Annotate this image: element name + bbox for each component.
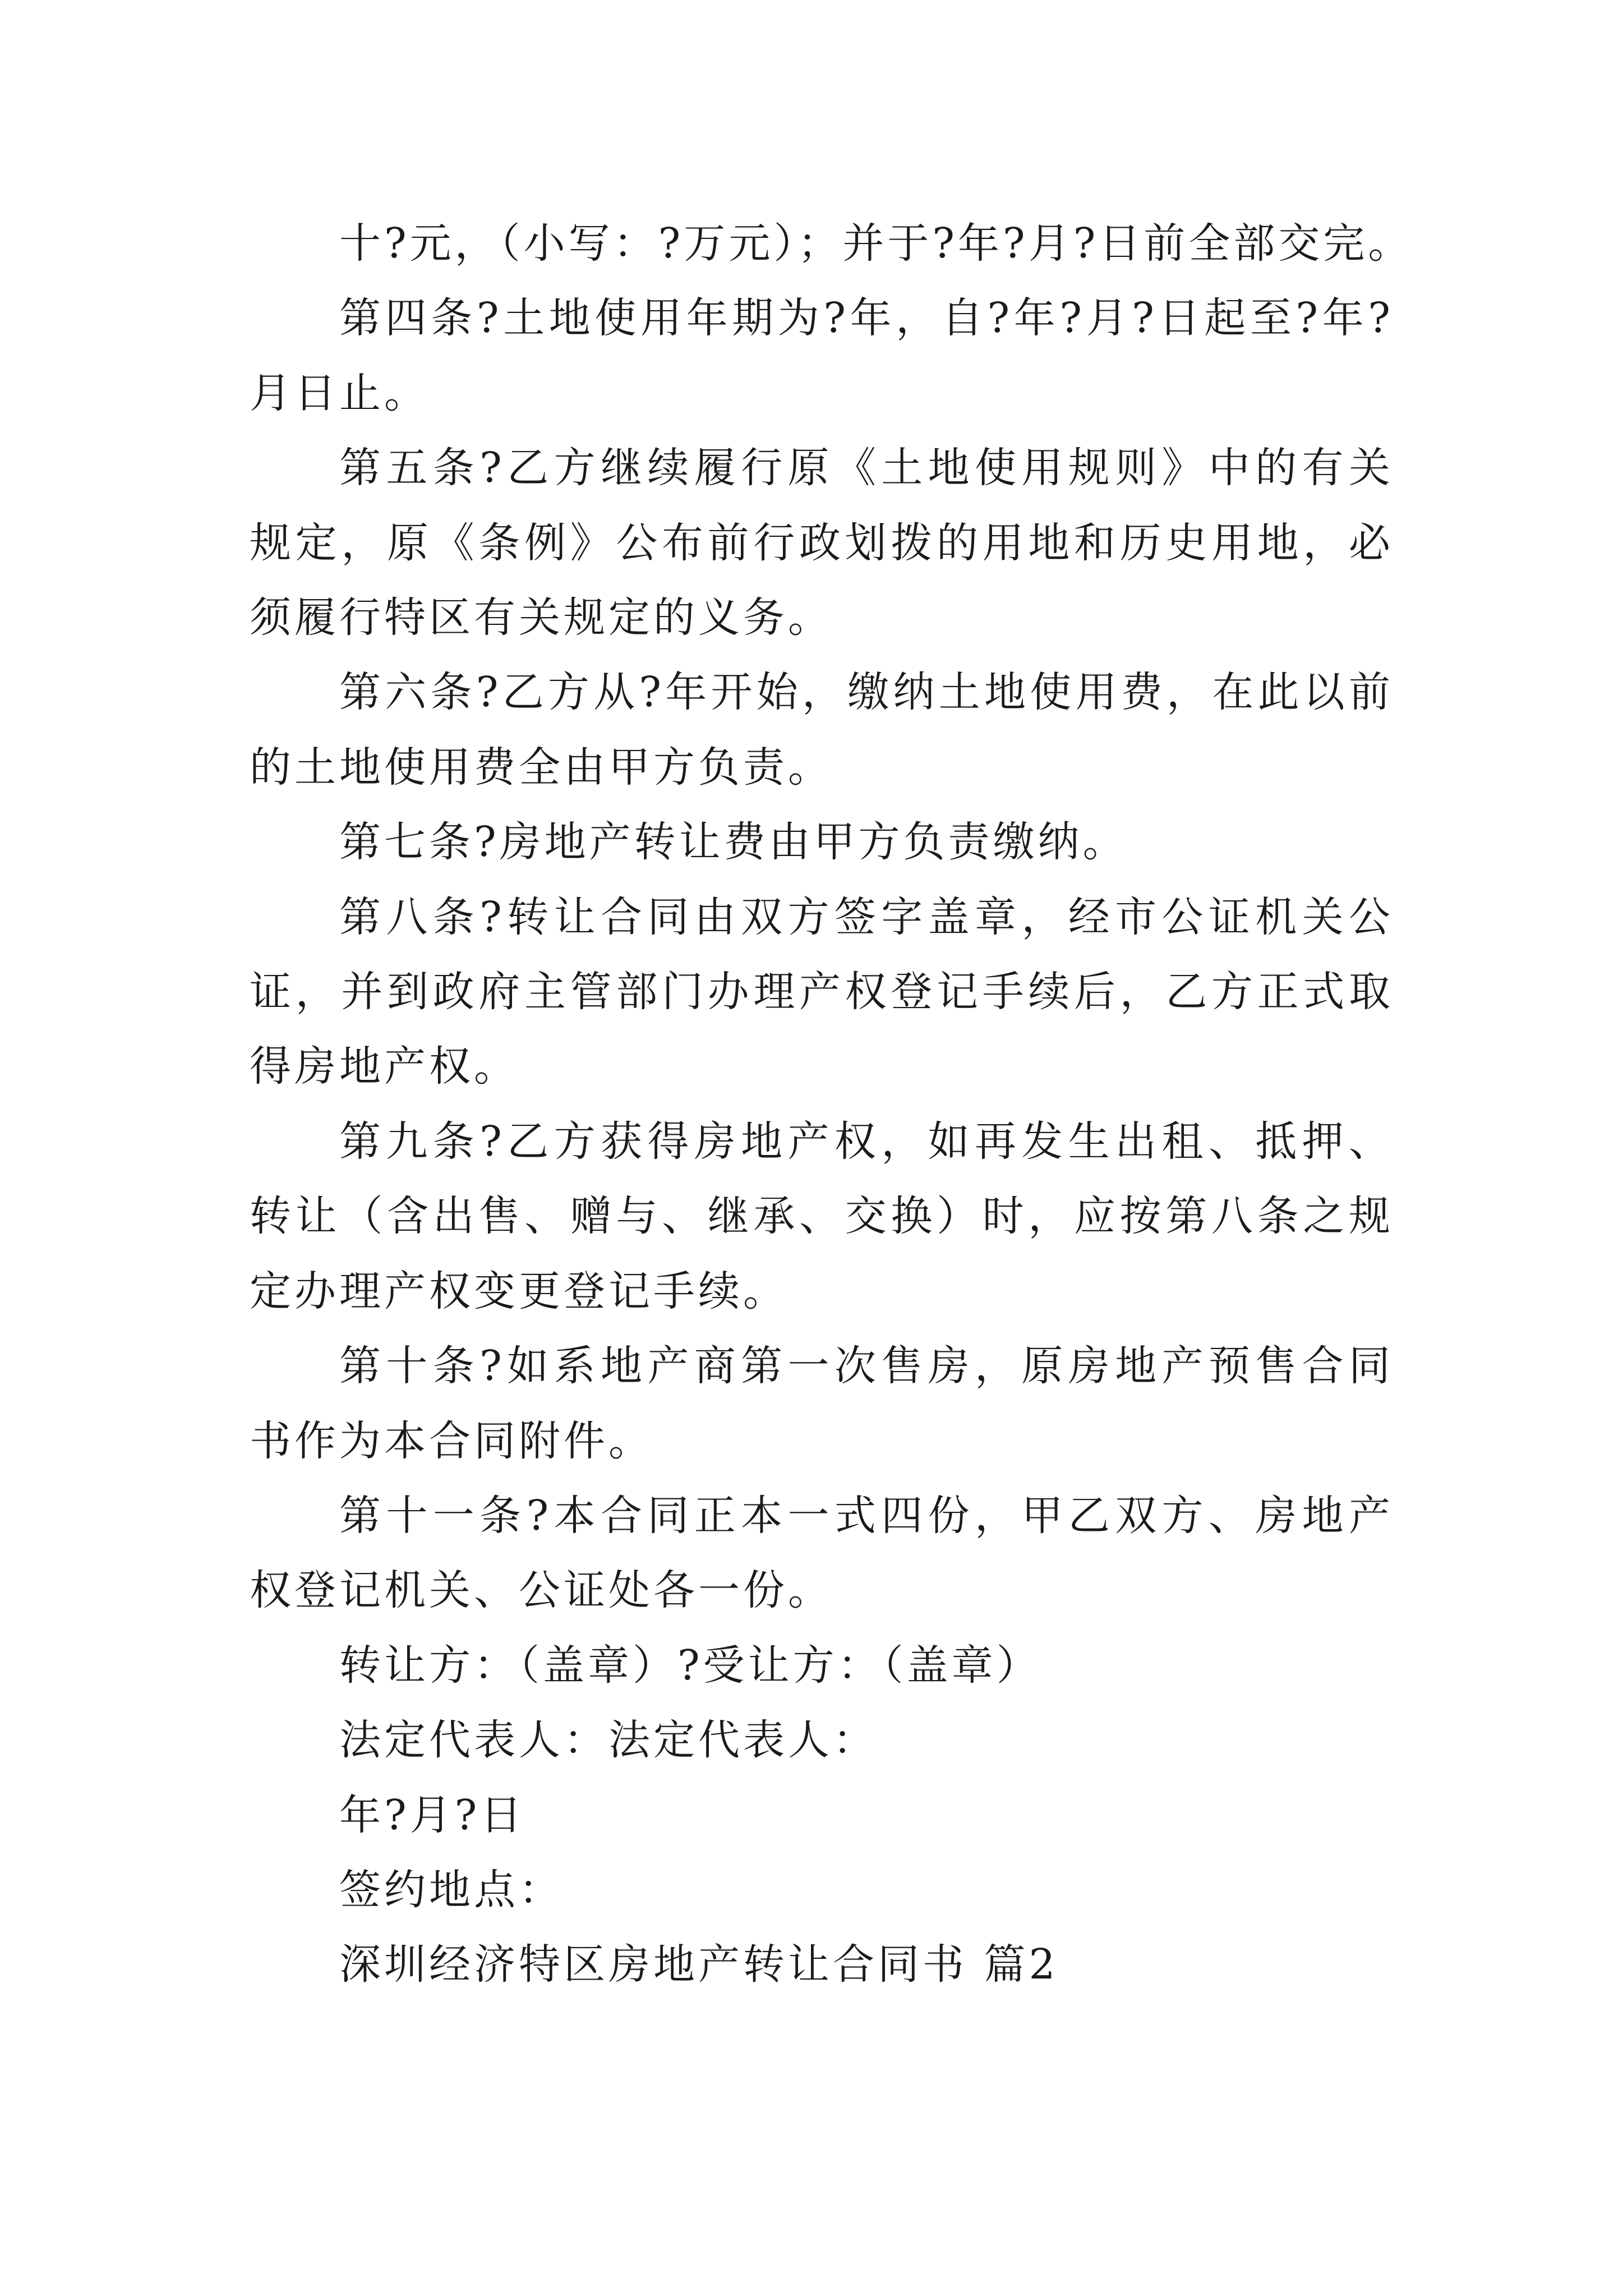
article-11: 第十一条?本合同正本一式四份，甲乙双方、房地产权登记机关、公证处各一份。	[250, 1491, 1394, 1615]
article-8: 第八条?转让合同由双方签字盖章，经市公证机关公证，并到政府主管部门办理产权登记手续后，乙方正式取得房地产权。	[250, 892, 1394, 1091]
article-9: 第九条?乙方获得房地产权，如再发生出租、抵押、转让（含出售、赠与、继承、交换）时，应按第八条之规定办理产权变更登记手续。	[250, 1117, 1394, 1315]
article-7: 第七条?房地产转让费由甲方负责缴纳。	[339, 818, 1128, 867]
signature-date: 年?月?日	[339, 1791, 525, 1839]
signature-representatives: 法定代表人：法定代表人：	[339, 1716, 878, 1765]
article-6: 第六条?乙方从?年开始，缴纳土地使用费，在此以前的土地使用费全由甲方负责。	[250, 668, 1394, 792]
signature-parties: 转让方：（盖章）?受让方：（盖章）	[339, 1641, 1041, 1690]
next-section-title: 深圳经济特区房地产转让合同书 篇2	[339, 1940, 1059, 1989]
article-10: 第十条?如系地产商第一次售房，原房地产预售合同书作为本合同附件。	[250, 1342, 1394, 1465]
paragraph-price-continuation: 十?元，（小写：?万元）；并于?年?月?日前全部交完。	[339, 219, 1413, 268]
article-5: 第五条?乙方继续履行原《土地使用规则》中的有关规定，原《条例》公布前行政划拨的用地和历史用地，必须履行特区有关规定的义务。	[250, 444, 1394, 642]
document-body	[250, 206, 1413, 2003]
signature-location: 签约地点：	[339, 1865, 564, 1914]
article-4: 第四条?土地使用年期为?年，自?年?月?日起至?年?月日止。	[250, 294, 1394, 417]
